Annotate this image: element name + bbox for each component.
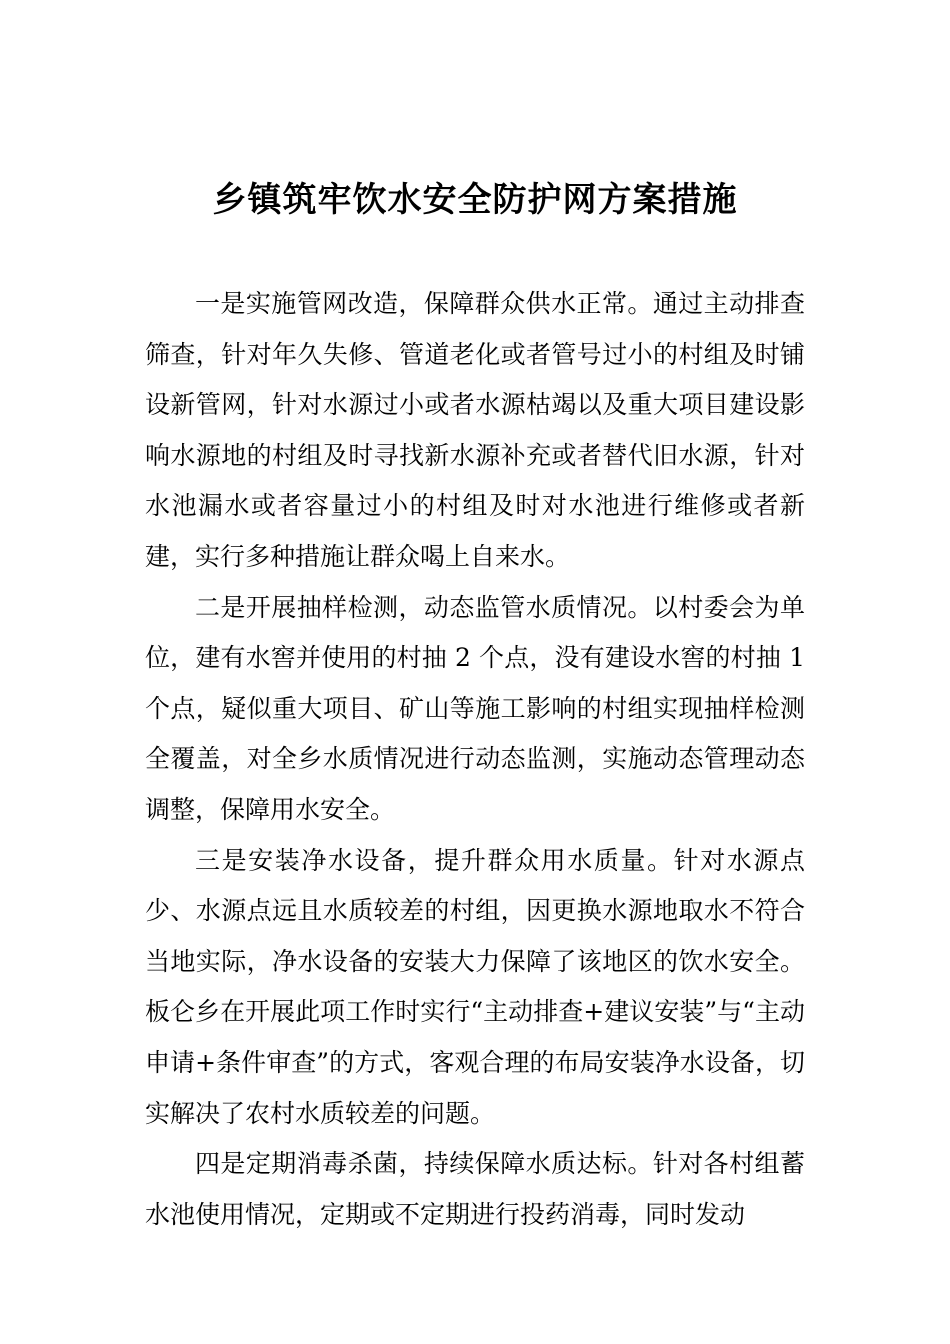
paragraph-4: 四是定期消毒杀菌，持续保障水质达标。针对各村组蓄水池使用情况，定期或不定期进行投药消毒，同时发动 bbox=[145, 1149, 805, 1229]
paragraph-2: 二是开展抽样检测，动态监管水质情况。以村委会为单位，建有水窖并使用的村抽 2 个点，没有建设水窖的村抽 1 个点，疑似重大项目、矿山等施工影响的村组实现抽样检测全覆盖，对全乡水质情况进行动态监测，实施动态管理动态调整，保障用水安全。 bbox=[145, 592, 805, 824]
document-title: 乡镇筑牢饮水安全防护网方案措施 bbox=[212, 180, 738, 220]
paragraph-1: 一是实施管网改造，保障群众供水正常。通过主动排查筛查，针对年久失修、管道老化或者管号过小的村组及时铺设新管网，针对水源过小或者水源枯竭以及重大项目建设影响水源地的村组及时寻找新水源补充或者替代旧水源，针对水池漏水或者容量过小的村组及时对水池进行维修或者新建，实行多种措施让群众喝上自来水。 bbox=[145, 289, 805, 571]
document-body bbox=[145, 279, 805, 1240]
paragraph-3: 三是安装净水设备，提升群众用水质量。针对水源点少、水源点远且水质较差的村组，因更换水源地取水不符合当地实际，净水设备的安装大力保障了该地区的饮水安全。板仑乡在开展此项工作时实行“主动排查+建议安装”与“主动申请+条件审查”的方式，客观合理的布局安装净水设备，切实解决了农村水质较差的问题。 bbox=[145, 845, 805, 1128]
